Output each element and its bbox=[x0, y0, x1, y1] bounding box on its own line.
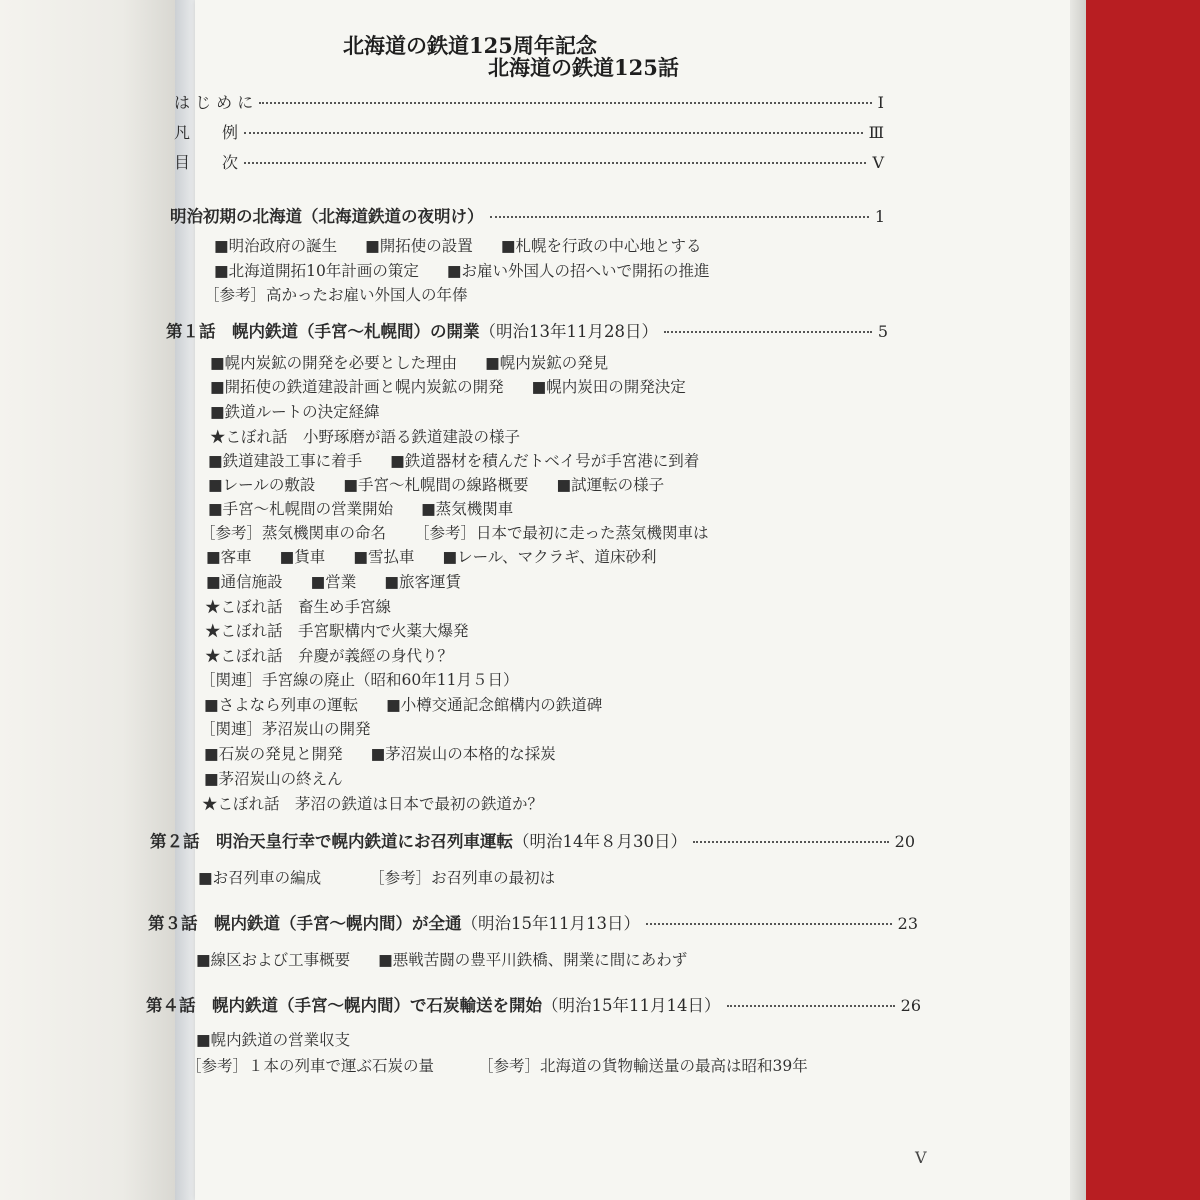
toc-subitems: ★こぼれ話 手宮駅構内で火薬大爆発 bbox=[205, 622, 469, 640]
toc-subitems bbox=[214, 259, 738, 281]
leader-dots bbox=[664, 331, 872, 333]
toc-label: 目 次 bbox=[174, 153, 239, 172]
toc-subitems bbox=[214, 234, 729, 256]
leader-dots bbox=[490, 216, 869, 218]
subitem: ■お雇い外国人の招へいで開拓の推進 bbox=[446, 262, 710, 280]
subitem: ■明治政府の誕生 bbox=[214, 237, 338, 255]
toc-subitems: ［参考］１本の列車で運ぶ石炭の量 ［参考］北海道の貨物輸送量の最高は昭和39年 bbox=[186, 1057, 808, 1075]
toc-subitems: ★こぼれ話 小野琢磨が語る鉄道建設の様子 bbox=[210, 428, 521, 446]
chapter-title: 第１話 幌内鉄道（手宮～札幌間）の開業（明治13年11月28日） bbox=[166, 322, 658, 341]
toc-page-number: 26 bbox=[900, 996, 921, 1015]
toc-subitems: ■通信施設 ■営業 ■旅客運賃 bbox=[206, 573, 461, 591]
leader-dots bbox=[244, 162, 866, 164]
toc-subitems: ［関連］茅沼炭山の開発 bbox=[200, 720, 371, 738]
toc-subitems bbox=[204, 283, 496, 305]
toc-subitems: ■幌内鉄道の営業収支 bbox=[196, 1031, 351, 1049]
subitem: ■札幌を行政の中心地とする bbox=[500, 237, 702, 255]
book-title-line1: 北海道の鉄道125周年記念 bbox=[343, 33, 597, 58]
toc-subitems: ■さよなら列車の運転 ■小樽交通記念館構内の鉄道碑 bbox=[204, 696, 603, 714]
toc-chapter-3 bbox=[148, 910, 918, 934]
toc-page-number: I bbox=[877, 93, 884, 112]
toc-subitems: ［関連］手宮線の廃止（昭和60年11月５日） bbox=[200, 671, 519, 689]
chapter-title: 明治初期の北海道（北海道鉄道の夜明け） bbox=[170, 207, 484, 226]
toc-chapter-2 bbox=[150, 828, 915, 852]
toc-subitems: ■客車 ■貨車 ■雪払車 ■レール、マクラギ、道床砂利 bbox=[206, 548, 657, 566]
subitem: ［参考］高かったお雇い外国人の年俸 bbox=[204, 286, 468, 304]
toc-subitems: ［参考］蒸気機関車の命名 ［参考］日本で最初に走った蒸気機関車は bbox=[200, 524, 709, 542]
toc-subitems: ■石炭の発見と開発 ■茅沼炭山の本格的な採炭 bbox=[204, 745, 556, 763]
page-number: V bbox=[915, 1148, 927, 1167]
toc-subitems: ■お召列車の編成 ［参考］お召列車の最初は bbox=[198, 869, 556, 887]
chapter-title: 第３話 幌内鉄道（手宮～幌内間）が全通（明治15年11月13日） bbox=[148, 914, 640, 933]
toc-chapter-prologue bbox=[170, 203, 885, 227]
leader-dots bbox=[727, 1005, 895, 1007]
toc-subitems: ■鉄道建設工事に着手 ■鉄道器材を積んだトベイ号が手宮港に到着 bbox=[208, 452, 700, 470]
leader-dots bbox=[646, 923, 892, 925]
toc-chapter-4 bbox=[146, 992, 921, 1016]
left-page-edge bbox=[0, 0, 175, 1200]
book-title-line2: 北海道の鉄道125話 bbox=[488, 55, 679, 80]
toc-subitems: ■鉄道ルートの決定経緯 bbox=[210, 403, 380, 421]
toc-subitems: ■茅沼炭山の終えん bbox=[204, 770, 343, 788]
leader-dots bbox=[244, 132, 863, 134]
toc-label: 凡 例 bbox=[174, 123, 239, 142]
toc-subitems: ■線区および工事概要 ■悪戦苦闘の豊平川鉄橋、開業に間にあわず bbox=[196, 951, 688, 969]
toc-subitems: ■レールの敷設 ■手宮～札幌間の線路概要 ■試運転の様子 bbox=[208, 476, 665, 494]
toc-page-number: 5 bbox=[877, 322, 888, 341]
toc-subitems: ■幌内炭鉱の開発を必要とした理由 ■幌内炭鉱の発見 bbox=[210, 354, 609, 372]
toc-page-number: 1 bbox=[874, 207, 885, 226]
chapter-title: 第４話 幌内鉄道（手宮～幌内間）で石炭輸送を開始（明治15年11月14日） bbox=[146, 996, 721, 1015]
toc-subitems: ■開拓使の鉄道建設計画と幌内炭鉱の開発 ■幌内炭田の開発決定 bbox=[210, 378, 686, 396]
toc-label: は じ め に bbox=[174, 93, 254, 112]
toc-subitems: ★こぼれ話 茅沼の鉄道は日本で最初の鉄道か？ bbox=[202, 795, 544, 813]
leader-dots bbox=[259, 102, 871, 104]
toc-page-number: V bbox=[872, 153, 884, 172]
toc-subitems: ■手宮～札幌間の営業開始 ■蒸気機関車 bbox=[208, 500, 514, 518]
chapter-title: 第２話 明治天皇行幸で幌内鉄道にお召列車運転（明治14年８月30日） bbox=[150, 832, 687, 851]
toc-entry-mokuji bbox=[174, 150, 884, 173]
toc-entry-hanrei bbox=[174, 120, 884, 143]
leader-dots bbox=[693, 841, 889, 843]
toc-subitems: ★こぼれ話 弁慶が義經の身代り？ bbox=[205, 647, 454, 665]
subitem: ■開拓使の設置 bbox=[365, 237, 473, 255]
toc-page-number: 20 bbox=[894, 832, 915, 851]
toc-subitems: ★こぼれ話 畜生め手宮線 bbox=[205, 598, 392, 616]
toc-chapter-1 bbox=[166, 318, 888, 342]
toc-entry-hajimeni bbox=[174, 90, 884, 113]
toc-page-number: 23 bbox=[897, 914, 918, 933]
subitem: ■北海道開拓10年計画の策定 bbox=[214, 262, 419, 280]
page-edge bbox=[1070, 0, 1086, 1200]
toc-page-number: Ⅲ bbox=[868, 123, 884, 142]
